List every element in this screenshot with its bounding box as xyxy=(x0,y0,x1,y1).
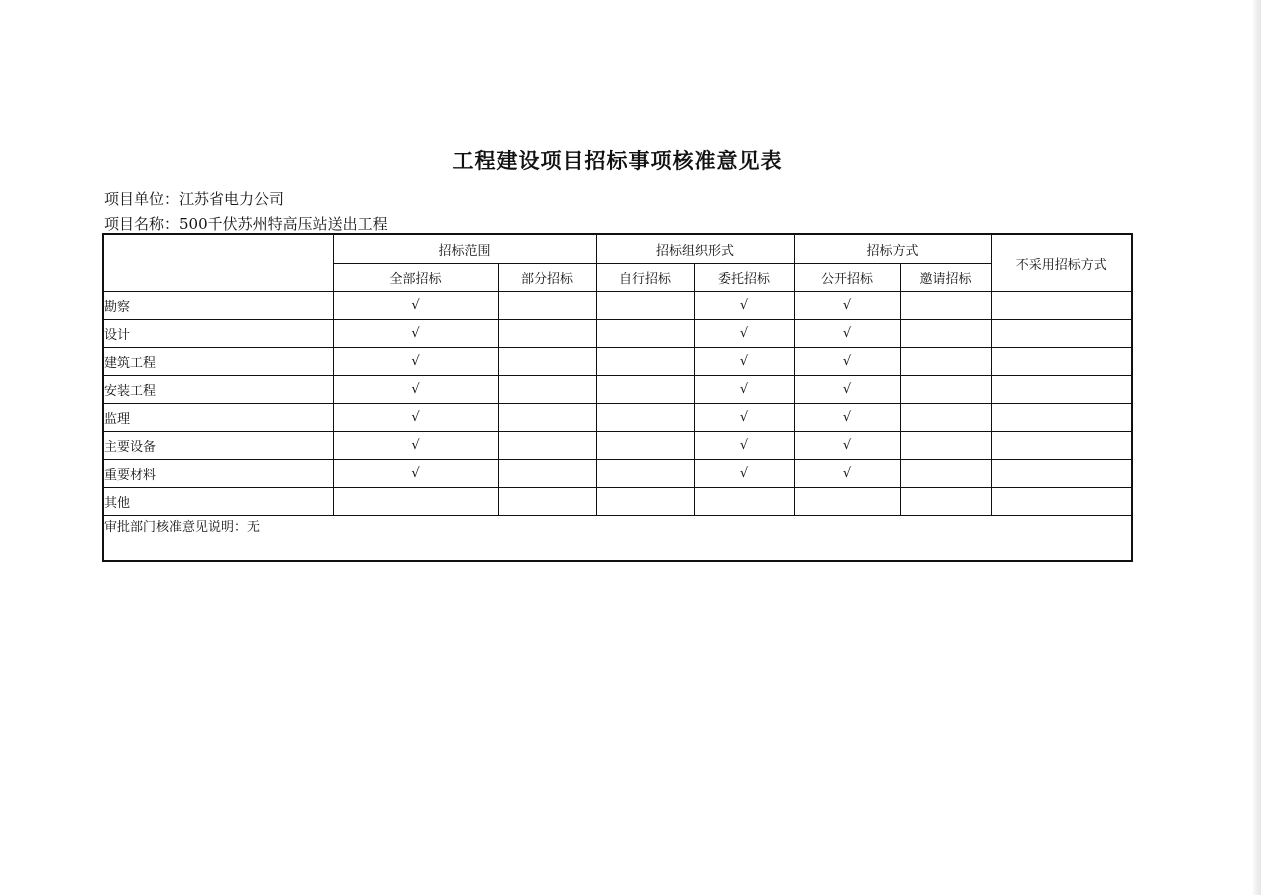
check-mark-icon: √ xyxy=(411,466,420,481)
cell-entrust xyxy=(694,432,794,460)
table-row xyxy=(103,292,1132,320)
cell-full xyxy=(333,404,498,432)
cell-self xyxy=(596,292,694,320)
cell-invite xyxy=(900,320,991,348)
cell-self xyxy=(596,488,694,516)
approval-opinion-table xyxy=(102,233,1133,562)
cell-public xyxy=(794,348,900,376)
table-row xyxy=(103,348,1132,376)
cell-self xyxy=(596,348,694,376)
header-partial-bidding: 部分招标 xyxy=(498,264,596,292)
header-invited-bidding: 邀请招标 xyxy=(900,264,991,292)
scan-edge-shadow xyxy=(1252,0,1261,895)
cell-entrust xyxy=(694,488,794,516)
cell-full xyxy=(333,348,498,376)
cell-none xyxy=(991,376,1132,404)
cell-entrust xyxy=(694,376,794,404)
cell-partial xyxy=(498,404,596,432)
check-mark-icon: √ xyxy=(411,382,420,397)
header-self-bidding: 自行招标 xyxy=(596,264,694,292)
cell-public xyxy=(794,292,900,320)
document-title: 工程建设项目招标事项核准意见表 xyxy=(452,149,783,173)
cell-partial xyxy=(498,376,596,404)
cell-none xyxy=(991,292,1132,320)
cell-none xyxy=(991,404,1132,432)
cell-none xyxy=(991,460,1132,488)
cell-full xyxy=(333,376,498,404)
table-row xyxy=(103,488,1132,516)
header-entrusted-bidding: 委托招标 xyxy=(694,264,794,292)
header-bidding-method: 招标方式 xyxy=(794,234,991,264)
cell-self xyxy=(596,376,694,404)
check-mark-icon: √ xyxy=(739,354,749,369)
cell-partial xyxy=(498,292,596,320)
cell-self xyxy=(596,404,694,432)
check-mark-icon: √ xyxy=(739,438,749,453)
cell-self xyxy=(596,320,694,348)
cell-public xyxy=(794,376,900,404)
row-label: 重要材料 xyxy=(103,460,333,488)
header-no-bidding: 不采用招标方式 xyxy=(991,234,1132,292)
cell-none xyxy=(991,432,1132,460)
cell-partial xyxy=(498,460,596,488)
cell-partial xyxy=(498,488,596,516)
row-label: 勘察 xyxy=(103,292,333,320)
cell-entrust xyxy=(694,460,794,488)
project-unit: 项目单位：江苏省电力公司 xyxy=(104,190,285,208)
cell-public xyxy=(794,488,900,516)
cell-none xyxy=(991,488,1132,516)
corner-header-cell xyxy=(103,234,333,292)
table-row xyxy=(103,460,1132,488)
cell-public xyxy=(794,404,900,432)
cell-public xyxy=(794,320,900,348)
cell-entrust xyxy=(694,320,794,348)
row-label: 主要设备 xyxy=(103,432,333,460)
cell-invite xyxy=(900,460,991,488)
check-mark-icon: √ xyxy=(739,326,749,341)
cell-partial xyxy=(498,432,596,460)
header-bidding-scope: 招标范围 xyxy=(333,234,596,264)
check-mark-icon: √ xyxy=(842,410,852,425)
project-name: 项目名称：500千伏苏州特高压站送出工程 xyxy=(104,215,388,233)
row-label: 其他 xyxy=(103,488,333,516)
row-label: 监理 xyxy=(103,404,333,432)
check-mark-icon: √ xyxy=(739,410,749,425)
cell-invite xyxy=(900,292,991,320)
cell-none xyxy=(991,348,1132,376)
cell-full xyxy=(333,488,498,516)
check-mark-icon: √ xyxy=(842,438,852,453)
cell-none xyxy=(991,320,1132,348)
cell-full xyxy=(333,432,498,460)
table-row xyxy=(103,320,1132,348)
table-body xyxy=(103,292,1132,516)
table-row xyxy=(103,376,1132,404)
cell-self xyxy=(596,432,694,460)
check-mark-icon: √ xyxy=(411,298,420,313)
row-label: 建筑工程 xyxy=(103,348,333,376)
header-public-bidding: 公开招标 xyxy=(794,264,900,292)
check-mark-icon: √ xyxy=(411,438,420,453)
cell-full xyxy=(333,460,498,488)
cell-partial xyxy=(498,348,596,376)
check-mark-icon: √ xyxy=(842,354,852,369)
table-row xyxy=(103,432,1132,460)
row-label: 安装工程 xyxy=(103,376,333,404)
check-mark-icon: √ xyxy=(842,326,852,341)
cell-partial xyxy=(498,320,596,348)
approval-opinion-cell: 审批部门核准意见说明：无 xyxy=(103,516,1132,562)
check-mark-icon: √ xyxy=(842,298,852,313)
check-mark-icon: √ xyxy=(842,466,852,481)
table-row xyxy=(103,404,1132,432)
check-mark-icon: √ xyxy=(411,326,420,341)
check-mark-icon: √ xyxy=(739,298,749,313)
cell-full xyxy=(333,320,498,348)
check-mark-icon: √ xyxy=(411,410,420,425)
cell-public xyxy=(794,432,900,460)
row-label: 设计 xyxy=(103,320,333,348)
cell-entrust xyxy=(694,292,794,320)
check-mark-icon: √ xyxy=(739,466,749,481)
cell-entrust xyxy=(694,404,794,432)
cell-invite xyxy=(900,404,991,432)
cell-invite xyxy=(900,488,991,516)
cell-invite xyxy=(900,432,991,460)
cell-invite xyxy=(900,348,991,376)
check-mark-icon: √ xyxy=(842,382,852,397)
cell-invite xyxy=(900,376,991,404)
cell-entrust xyxy=(694,348,794,376)
check-mark-icon: √ xyxy=(411,354,420,369)
header-bidding-organization: 招标组织形式 xyxy=(596,234,794,264)
header-full-bidding: 全部招标 xyxy=(333,264,498,292)
cell-full xyxy=(333,292,498,320)
cell-public xyxy=(794,460,900,488)
check-mark-icon: √ xyxy=(739,382,749,397)
cell-self xyxy=(596,460,694,488)
